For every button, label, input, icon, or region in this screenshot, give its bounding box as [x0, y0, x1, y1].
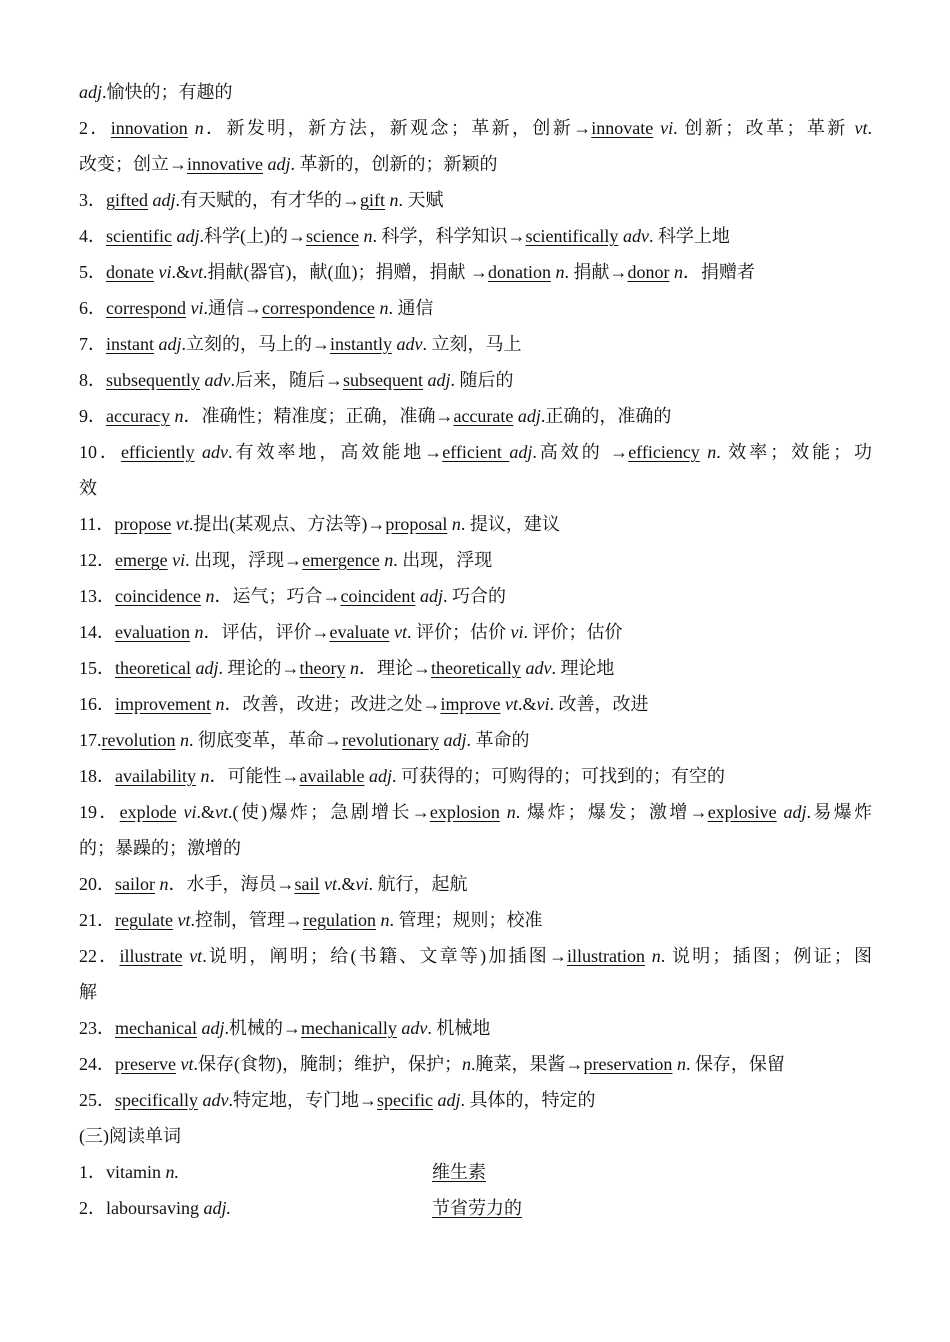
- vocab-term: evaluation: [115, 622, 190, 642]
- vocab-line: [79, 326, 872, 362]
- vocab-term: revolution: [101, 730, 176, 750]
- part-of-speech: n: [461, 1054, 471, 1074]
- vocab-text: 效: [79, 478, 97, 498]
- reading-item-number: 1．: [79, 1162, 106, 1182]
- vocab-text: . 爆炸；爆发；激增→: [515, 802, 708, 822]
- vocab-text: .&: [196, 802, 216, 822]
- vocab-text: . 理论地: [551, 658, 615, 678]
- vocab-term: emerge: [115, 550, 168, 570]
- vocab-text: . 说明；插图；例证；图: [660, 946, 872, 966]
- reading-section-heading: (三)阅读单词: [79, 1126, 181, 1146]
- part-of-speech: adv: [202, 442, 229, 462]
- vocab-term: instant: [106, 334, 154, 354]
- vocab-text: ．评估，评价→: [203, 622, 330, 642]
- vocab-text: .易爆炸: [806, 802, 872, 822]
- vocab-term: innovative: [187, 154, 263, 174]
- vocab-text: .有天赋的，有才华的→: [175, 190, 361, 210]
- vocab-line: [79, 398, 872, 434]
- reading-item-number: 2．: [79, 1198, 106, 1218]
- vocab-text: 23．: [79, 1018, 115, 1038]
- reading-item-meaning: 维生素: [432, 1162, 486, 1182]
- vocab-text: 10．: [79, 442, 121, 462]
- vocab-text: 21．: [79, 910, 115, 930]
- part-of-speech: adv: [401, 1018, 428, 1038]
- part-of-speech: adj: [427, 370, 451, 390]
- vocab-text: . 管理；规则；校准: [389, 910, 543, 930]
- vocab-text: .腌菜，果酱→: [470, 1054, 584, 1074]
- vocab-line: [79, 794, 872, 830]
- vocab-term: efficient: [442, 442, 510, 462]
- vocab-term: revolutionary: [342, 730, 439, 750]
- part-of-speech: adj: [443, 730, 467, 750]
- part-of-speech: n: [194, 118, 204, 138]
- vocab-term: preserve: [115, 1054, 176, 1074]
- part-of-speech: adj: [267, 154, 291, 174]
- vocab-term: evaluate: [329, 622, 390, 642]
- vocab-term: explosive: [707, 802, 777, 822]
- vocab-term: mechanical: [115, 1018, 197, 1038]
- vocab-text: [195, 442, 202, 462]
- vocab-term: illustration: [567, 946, 646, 966]
- vocab-term: regulation: [302, 910, 376, 930]
- vocab-term: sail: [294, 874, 320, 894]
- vocab-text: ．水手，海员→: [168, 874, 295, 894]
- vocab-term: mechanically: [300, 1018, 397, 1038]
- vocab-text: .通信→: [203, 298, 262, 318]
- vocab-text: . 创新；改革；革新: [673, 118, 855, 138]
- vocab-line: [79, 434, 872, 470]
- vocab-line: [79, 614, 872, 650]
- vocab-text: . 改善，改进: [549, 694, 649, 714]
- vocab-text: .(使)爆炸；急剧增长→: [228, 802, 430, 822]
- part-of-speech: n: [707, 442, 717, 462]
- vocab-text: [777, 802, 784, 822]
- vocab-text: . 随后的: [450, 370, 514, 390]
- vocab-line: [79, 218, 872, 254]
- vocab-line: [79, 830, 872, 866]
- part-of-speech: vt: [189, 946, 203, 966]
- vocab-text: .说明，阐明；给(书籍、文章等)加插图→: [202, 946, 568, 966]
- vocab-term: accurate: [453, 406, 514, 426]
- vocab-text: .科学(上)的→: [199, 226, 306, 246]
- part-of-speech: vi: [158, 262, 172, 282]
- vocab-text: . 评价；估价: [523, 622, 623, 642]
- vocab-text: .捐献(器官)，献(血)；捐赠，捐献 →: [203, 262, 488, 282]
- part-of-speech: vt: [180, 1054, 194, 1074]
- part-of-speech: n: [215, 694, 225, 714]
- part-of-speech: vt: [177, 910, 191, 930]
- vocab-term: scientifically: [525, 226, 619, 246]
- vocab-term: donation: [487, 262, 551, 282]
- part-of-speech: vt: [215, 802, 229, 822]
- vocab-text: ．改善，改进；改进之处→: [224, 694, 441, 714]
- vocab-line: [79, 146, 872, 182]
- vocab-term: emergence: [302, 550, 380, 570]
- vocab-text: . 出现，浮现: [393, 550, 493, 570]
- part-of-speech: vt: [854, 118, 868, 138]
- vocab-text: 9．: [79, 406, 106, 426]
- vocab-term: donate: [106, 262, 154, 282]
- part-of-speech: adv: [204, 370, 231, 390]
- vocab-text: . 彻底变革，革命→: [189, 730, 342, 750]
- vocab-text: 15．: [79, 658, 115, 678]
- vocab-text: . 革命的: [466, 730, 530, 750]
- vocab-text: 解: [79, 982, 97, 1002]
- vocab-text: .: [867, 118, 872, 138]
- vocab-text: 20．: [79, 874, 115, 894]
- vocab-text: . 科学上地: [648, 226, 730, 246]
- vocab-term: improve: [440, 694, 501, 714]
- vocab-text: 的；暴躁的；激增的: [79, 838, 241, 858]
- vocab-text: 14．: [79, 622, 115, 642]
- vocab-text: 8．: [79, 370, 106, 390]
- vocab-text: .机械的→: [224, 1018, 301, 1038]
- part-of-speech: vi: [172, 550, 186, 570]
- part-of-speech: n: [349, 658, 359, 678]
- part-of-speech: adj: [195, 658, 219, 678]
- reading-item-pos: n.: [165, 1162, 179, 1182]
- part-of-speech: n: [380, 910, 390, 930]
- part-of-speech: vt: [175, 514, 189, 534]
- vocab-term: coincident: [340, 586, 416, 606]
- part-of-speech: n: [676, 1054, 686, 1074]
- vocab-text: 2．: [79, 118, 111, 138]
- vocab-term: instantly: [330, 334, 393, 354]
- vocab-text: .&: [171, 262, 190, 282]
- vocab-text: 16．: [79, 694, 115, 714]
- vocab-line: [79, 1046, 872, 1082]
- vocab-term: explosion: [429, 802, 500, 822]
- vocab-term: propose: [114, 514, 172, 534]
- vocab-term: subsequent: [343, 370, 423, 390]
- part-of-speech: adj: [517, 406, 541, 426]
- part-of-speech: adj: [437, 1090, 461, 1110]
- vocab-text: [188, 118, 195, 138]
- vocab-text: . 捐献→: [564, 262, 628, 282]
- vocab-text: . 航行，起航: [368, 874, 468, 894]
- vocab-text: 25．: [79, 1090, 115, 1110]
- vocab-line: [79, 254, 872, 290]
- vocab-text: 6．: [79, 298, 106, 318]
- vocab-text: .保存(食物)，腌制；维护，保护；: [193, 1054, 462, 1074]
- vocab-text: .愉快的；有趣的: [102, 82, 233, 102]
- vocab-text: [177, 802, 184, 822]
- vocab-text: 4．: [79, 226, 106, 246]
- vocab-text: . 通信: [388, 298, 434, 318]
- vocab-text: .&: [337, 874, 356, 894]
- vocab-text: . 理论的→: [218, 658, 300, 678]
- vocab-term: theoretical: [115, 658, 191, 678]
- vocab-term: scientific: [106, 226, 172, 246]
- vocab-line: [79, 686, 872, 722]
- part-of-speech: adv: [396, 334, 423, 354]
- part-of-speech: n: [180, 730, 189, 750]
- part-of-speech: adv: [525, 658, 552, 678]
- vocab-text: ．可能性→: [209, 766, 300, 786]
- vocab-line: [79, 470, 872, 506]
- part-of-speech: adj: [509, 442, 533, 462]
- vocab-text: . 可获得的；可购得的；可找到的；有空的: [391, 766, 725, 786]
- vocab-term: explode: [119, 802, 177, 822]
- vocab-text: .高效的 →: [532, 442, 629, 462]
- vocab-text: 5．: [79, 262, 106, 282]
- vocab-text: . 效率；效能；功: [716, 442, 872, 462]
- vocab-line: [79, 938, 872, 974]
- vocab-text: .提出(某观点、方法等)→: [188, 514, 386, 534]
- part-of-speech: n: [194, 622, 204, 642]
- part-of-speech: vi: [660, 118, 674, 138]
- vocab-text: .正确的，准确的: [540, 406, 672, 426]
- part-of-speech: vt: [190, 262, 203, 282]
- part-of-speech: vi: [355, 874, 369, 894]
- vocab-term: correspondence: [261, 298, 375, 318]
- vocab-text: 12．: [79, 550, 115, 570]
- part-of-speech: n: [200, 766, 210, 786]
- vocab-line: [79, 758, 872, 794]
- vocab-text: . 提议，建议: [460, 514, 560, 534]
- vocab-text: . 革新的，创新的；新颖的: [290, 154, 498, 174]
- part-of-speech: adj: [79, 82, 103, 102]
- vocab-text: [645, 946, 652, 966]
- vocab-term: efficiency: [628, 442, 700, 462]
- part-of-speech: vi: [190, 298, 204, 318]
- vocab-text: .特定地，专门地→: [228, 1090, 377, 1110]
- vocab-text: ．运气；巧合→: [214, 586, 341, 606]
- vocab-text: 18．: [79, 766, 115, 786]
- vocab-term: innovation: [110, 118, 188, 138]
- reading-item-meaning: 节省劳力的: [432, 1198, 522, 1218]
- part-of-speech: adj: [419, 586, 443, 606]
- vocab-term: science: [306, 226, 359, 246]
- vocab-line: [79, 578, 872, 614]
- part-of-speech: vi: [183, 802, 197, 822]
- part-of-speech: adv: [622, 226, 649, 246]
- vocab-term: improvement: [115, 694, 211, 714]
- vocab-term: accuracy: [106, 406, 170, 426]
- part-of-speech: vt: [324, 874, 337, 894]
- vocab-term: gift: [360, 190, 386, 210]
- vocab-line: [79, 182, 872, 218]
- reading-item-word: vitamin: [106, 1162, 161, 1182]
- vocab-text: . 科学，科学知识→: [372, 226, 526, 246]
- reading-item-pos: adj.: [203, 1198, 231, 1218]
- vocab-line: [79, 902, 872, 938]
- vocab-text: ．捐赠者: [682, 262, 755, 282]
- vocab-term: efficiently: [120, 442, 195, 462]
- vocab-text: 17.: [79, 730, 102, 750]
- vocab-term: availability: [115, 766, 196, 786]
- vocab-line: [79, 1010, 872, 1046]
- vocab-line: [79, 866, 872, 902]
- vocab-term: specifically: [115, 1090, 198, 1110]
- part-of-speech: vi: [536, 694, 550, 714]
- part-of-speech: n: [555, 262, 565, 282]
- part-of-speech: adj: [176, 226, 200, 246]
- part-of-speech: vt: [504, 694, 518, 714]
- vocab-term: preservation: [583, 1054, 673, 1074]
- reading-item: [79, 1190, 872, 1226]
- vocab-line: [79, 290, 872, 326]
- part-of-speech: vi: [510, 622, 524, 642]
- vocab-text: .有效率地，高效能地→: [228, 442, 443, 462]
- part-of-speech: n: [389, 190, 399, 210]
- part-of-speech: adj: [368, 766, 392, 786]
- vocab-line: [79, 110, 872, 146]
- vocab-term: available: [299, 766, 365, 786]
- vocab-text: [500, 802, 507, 822]
- vocab-text: .后来，随后→: [230, 370, 343, 390]
- vocab-term: donor: [627, 262, 670, 282]
- vocab-line: [79, 506, 872, 542]
- vocab-term: theoretically: [430, 658, 521, 678]
- part-of-speech: n: [159, 874, 169, 894]
- part-of-speech: adj: [201, 1018, 225, 1038]
- part-of-speech: n: [363, 226, 373, 246]
- vocab-text: . 立刻，马上: [422, 334, 522, 354]
- vocab-line: [79, 74, 872, 110]
- vocabulary-list: [79, 74, 872, 1118]
- vocab-text: . 天赋: [398, 190, 444, 210]
- vocab-line: [79, 362, 872, 398]
- vocab-text: .立刻的，马上的→: [181, 334, 331, 354]
- vocab-text: . 巧合的: [442, 586, 506, 606]
- part-of-speech: n: [506, 802, 516, 822]
- part-of-speech: n: [384, 550, 394, 570]
- part-of-speech: n: [205, 586, 215, 606]
- part-of-speech: n: [651, 946, 661, 966]
- vocab-text: 19．: [79, 802, 120, 822]
- part-of-speech: adj: [783, 802, 807, 822]
- vocab-term: specific: [376, 1090, 433, 1110]
- vocab-text: 7．: [79, 334, 106, 354]
- vocab-text: . 出现，浮现→: [185, 550, 303, 570]
- vocab-text: .&: [517, 694, 537, 714]
- vocab-text: 11．: [79, 514, 115, 534]
- vocab-text: 13．: [79, 586, 115, 606]
- part-of-speech: adv: [202, 1090, 229, 1110]
- vocab-term: theory: [299, 658, 346, 678]
- vocab-text: . 机械地: [427, 1018, 491, 1038]
- vocab-text: ．准确性；精准度；正确，准确→: [183, 406, 454, 426]
- part-of-speech: vt: [393, 622, 407, 642]
- vocab-term: illustrate: [119, 946, 183, 966]
- vocab-text: 3．: [79, 190, 106, 210]
- vocab-term: subsequently: [106, 370, 200, 390]
- part-of-speech: adj: [158, 334, 182, 354]
- vocab-text: 22．: [79, 946, 120, 966]
- vocab-text: . 评价；估价: [406, 622, 511, 642]
- reading-item-word: laboursaving: [106, 1198, 199, 1218]
- vocab-line: [79, 542, 872, 578]
- vocab-term: innovate: [591, 118, 654, 138]
- part-of-speech: n: [673, 262, 683, 282]
- vocab-term: coincidence: [115, 586, 201, 606]
- vocab-text: . 保存，保留: [685, 1054, 785, 1074]
- vocab-text: ．新发明，新方法，新观念；革新，创新→: [203, 118, 592, 138]
- vocab-text: 改变；创立→: [79, 154, 187, 174]
- vocab-term: sailor: [115, 874, 155, 894]
- vocab-term: proposal: [385, 514, 448, 534]
- vocab-text: 24．: [79, 1054, 115, 1074]
- vocab-text: . 具体的，特定的: [460, 1090, 596, 1110]
- vocab-text: .控制，管理→: [190, 910, 303, 930]
- vocab-text: ．理论→: [358, 658, 431, 678]
- vocab-line: [79, 1082, 872, 1118]
- vocab-term: correspond: [106, 298, 186, 318]
- vocab-line: [79, 722, 872, 758]
- reading-item: [79, 1154, 872, 1190]
- part-of-speech: adj: [152, 190, 176, 210]
- vocab-term: gifted: [106, 190, 148, 210]
- part-of-speech: n: [379, 298, 389, 318]
- vocab-term: regulate: [115, 910, 173, 930]
- part-of-speech: n: [174, 406, 184, 426]
- vocab-line: [79, 974, 872, 1010]
- vocab-line: [79, 650, 872, 686]
- part-of-speech: n: [451, 514, 461, 534]
